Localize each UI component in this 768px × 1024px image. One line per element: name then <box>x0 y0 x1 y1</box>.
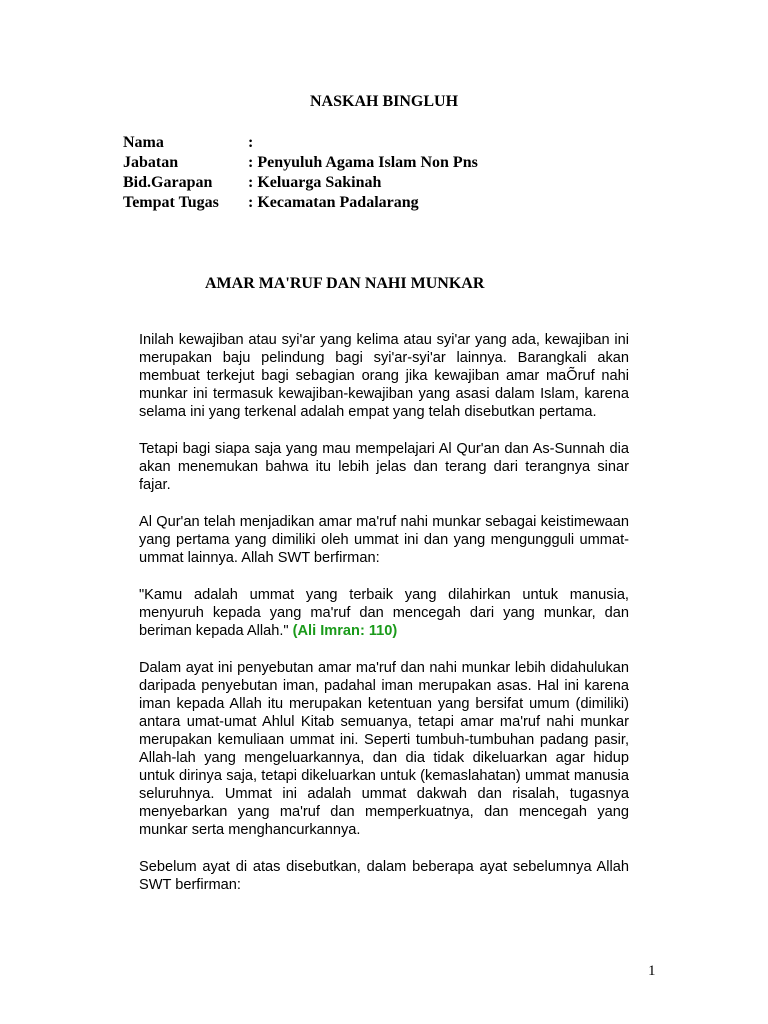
metadata-label: Jabatan <box>123 154 179 171</box>
metadata-table <box>123 133 478 213</box>
section-title: AMAR MA'RUF DAN NAHI MUNKAR <box>205 275 485 292</box>
metadata-label: Tempat Tugas <box>123 194 219 211</box>
document-title: NASKAH BINGLUH <box>309 93 459 110</box>
metadata-label: Bid.Garapan <box>123 174 213 191</box>
metadata-value: : Kecamatan Padalarang <box>248 194 419 211</box>
quote-reference: (Ali Imran: 110) <box>292 623 398 639</box>
page-number: 1 <box>648 963 656 979</box>
metadata-value: : <box>248 134 254 151</box>
paragraph: Inilah kewajiban atau syi'ar yang kelima atau syi'ar yang ada, kewajiban ini merupakan baju pelindung bagi syi'ar-syi'ar lainnya. Barangkali akan membuat terkejut bagi sebagian orang jika kewajiban amar maÕruf nahi munkar ini termasuk kewajiban-kewajiban yang asasi dalam Islam, karena selama ini yang terkenal adalah empat yang telah disebutkan pertama. <box>139 332 629 420</box>
paragraph: Sebelum ayat di atas disebutkan, dalam beberapa ayat sebelumnya Allah SWT berfirman: <box>139 859 629 893</box>
metadata-label: Nama <box>123 134 164 151</box>
metadata-row-tempat-tugas <box>123 193 478 213</box>
metadata-row-bid-garapan <box>123 173 478 193</box>
metadata-value: : Keluarga Sakinah <box>248 174 382 191</box>
metadata-row-nama <box>123 133 478 153</box>
paragraph: Dalam ayat ini penyebutan amar ma'ruf dan nahi munkar lebih didahulukan daripada penyebutan iman, padahal iman merupakan asas. Hal ini karena iman kepada Allah itu merupakan ketentuan yang bersifat umum (dimiliki) antara umat-umat Ahlul Kitab semuanya, tetapi amar ma'ruf nahi munkar merupakan kemuliaan ummat ini. Seperti tumbuh-tumbuhan padang pasir, Allah-lah yang mengeluarkannya, dan dia tidak dikeluarkan agar hidup untuk dirinya saja, tetapi dikeluarkan untuk (kemaslahatan) ummat manusia seluruhnya. Ummat ini adalah ummat dakwah dan risalah, tugasnya menyebarkan yang ma'ruf dan memperkuatnya, dan mencegah yang munkar serta menghancurkannya. <box>139 660 629 838</box>
paragraph: Tetapi bagi siapa saja yang mau mempelajari Al Qur'an dan As-Sunnah dia akan menemukan bahwa itu lebih jelas dan terang dari terangnya sinar fajar. <box>139 441 629 493</box>
metadata-value: : Penyuluh Agama Islam Non Pns <box>248 154 478 171</box>
paragraph: Al Qur'an telah menjadikan amar ma'ruf nahi munkar sebagai keistimewaan yang pertama yang dimiliki oleh ummat ini dan yang mengungguli ummat-ummat lainnya. Allah SWT berfirman: <box>139 514 629 566</box>
quote-paragraph <box>139 586 629 640</box>
metadata-row-jabatan <box>123 153 478 173</box>
quote-text: "Kamu adalah ummat yang terbaik yang dilahirkan untuk manusia, menyuruh kepada yang ma'ruf dan mencegah dari yang munkar, dan beriman kepada Allah." <box>139 587 629 639</box>
body-text <box>139 331 629 913</box>
